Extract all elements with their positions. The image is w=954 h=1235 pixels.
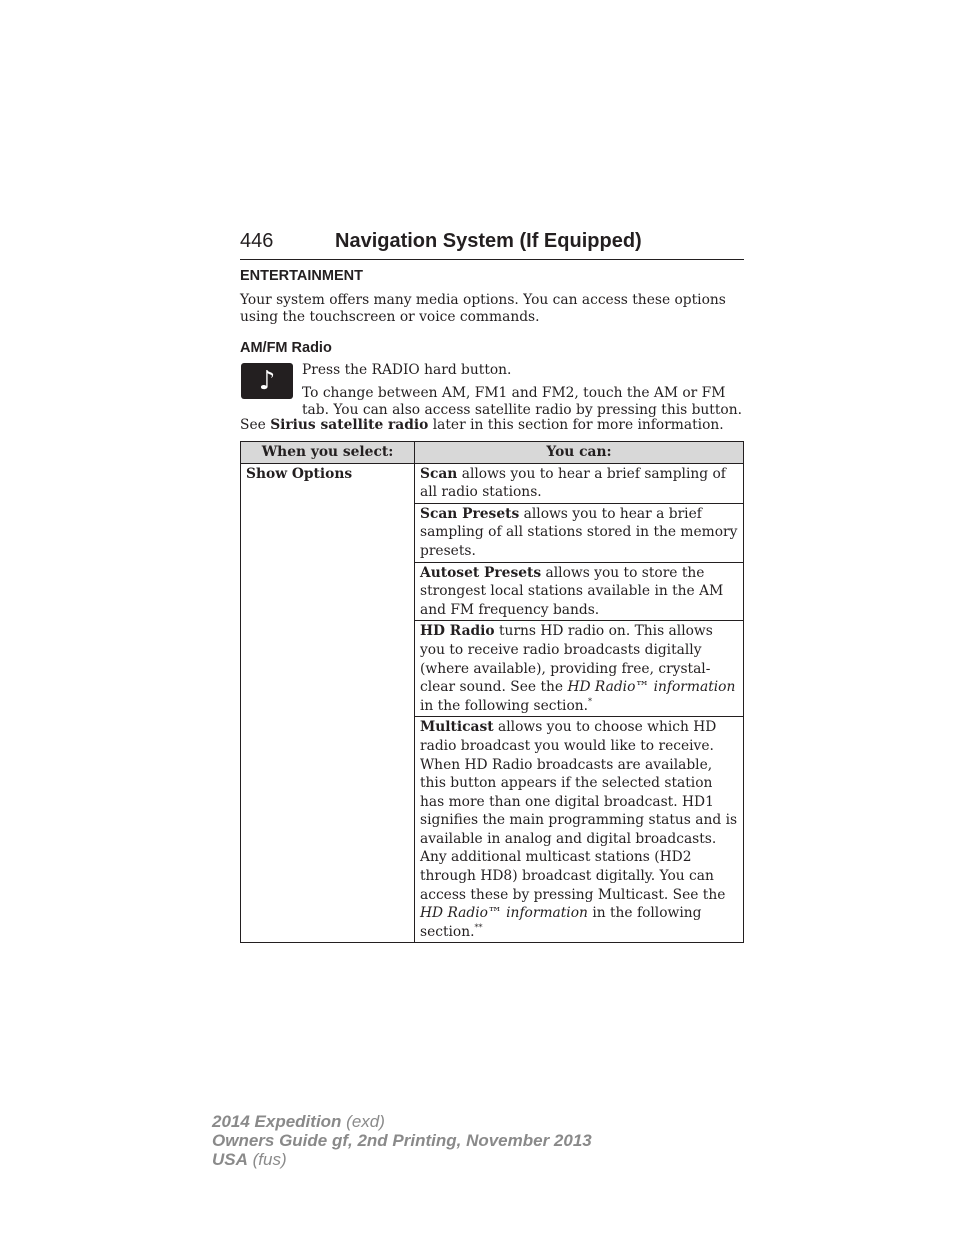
page-number: 446	[240, 230, 274, 252]
footer-market-code: (fus)	[252, 1150, 287, 1169]
row-term: Scan Presets	[420, 505, 520, 522]
sirius-reference: Sirius satellite radio	[270, 417, 429, 433]
subsection-heading: AM/FM Radio	[240, 340, 332, 356]
footnote-mark: *	[588, 696, 593, 706]
page-footer	[212, 1112, 592, 1169]
footer-model: 2014 Expedition	[212, 1112, 342, 1131]
footer-line-2: Owners Guide gf, 2nd Printing, November 2013	[212, 1131, 592, 1150]
row-tail: in the following section.	[420, 697, 589, 714]
radio-see-text	[240, 417, 744, 434]
music-note-icon: ♪	[241, 363, 293, 399]
table-cell-multicast	[415, 717, 744, 943]
row-italic: HD Radio™ information	[420, 905, 588, 922]
table-cell-autoset-presets	[415, 562, 744, 621]
row-text: allows you to hear a brief sampling of all stations stored in the memory presets.	[420, 505, 738, 559]
table-header-can: You can:	[415, 442, 744, 464]
row-term: Scan	[420, 465, 458, 482]
footer-model-code: (exd)	[346, 1112, 385, 1131]
row-italic: HD Radio™ information	[567, 679, 736, 696]
radio-change-text: To change between AM, FM1 and FM2, touch the AM or FM tab. You can also access satellite radio by pressing this button.	[302, 385, 742, 418]
row-term: HD Radio	[420, 623, 495, 640]
table-row	[241, 463, 744, 503]
radio-options-table	[240, 441, 744, 943]
row-tail: in the following section.	[420, 905, 702, 940]
table-header-select: When you select:	[241, 442, 415, 464]
intro-paragraph: Your system offers many media options. You can access these options using the touchscreen or voice commands.	[240, 292, 726, 325]
see-prefix: See	[240, 417, 266, 433]
row-text: allows you to hear a brief sampling of all radio stations.	[420, 465, 726, 501]
section-heading: ENTERTAINMENT	[240, 268, 363, 284]
see-suffix: later in this section for more information.	[432, 417, 724, 433]
footer-market: USA	[212, 1150, 248, 1169]
row-text: allows you to choose which HD radio broadcast you would like to receive. When HD Radio broadcasts are available, this button appears if the selected station has more than one digital broadcast. HD1 signifies the main programming status and is available in analog and digital broadcasts. Any additional multicast stations (HD2 through HD8) broadcast digitally. You can access these by pressing Multicast. See the	[420, 719, 738, 903]
chapter-title: Navigation System (If Equipped)	[335, 230, 642, 252]
table-header-row	[241, 442, 744, 464]
table-cell-scan-presets	[415, 503, 744, 562]
table-cell-scan	[415, 463, 744, 503]
row-term: Multicast	[420, 719, 494, 736]
row-text: allows you to store the strongest local stations available in the AM and FM frequency bands.	[420, 564, 724, 618]
table-cell-hd-radio	[415, 621, 744, 717]
footnote-mark: **	[474, 922, 483, 932]
row-text: turns HD radio on. This allows you to receive radio broadcasts digitally (where available), providing free, crystal-clear sound. See the	[420, 623, 713, 696]
radio-press-text: Press the RADIO hard button.	[302, 362, 512, 378]
footer-line-3	[212, 1150, 592, 1169]
footer-line-1	[212, 1112, 592, 1131]
show-options-cell: Show Options	[241, 463, 415, 943]
row-term: Autoset Presets	[420, 564, 542, 581]
page-header	[240, 229, 744, 260]
